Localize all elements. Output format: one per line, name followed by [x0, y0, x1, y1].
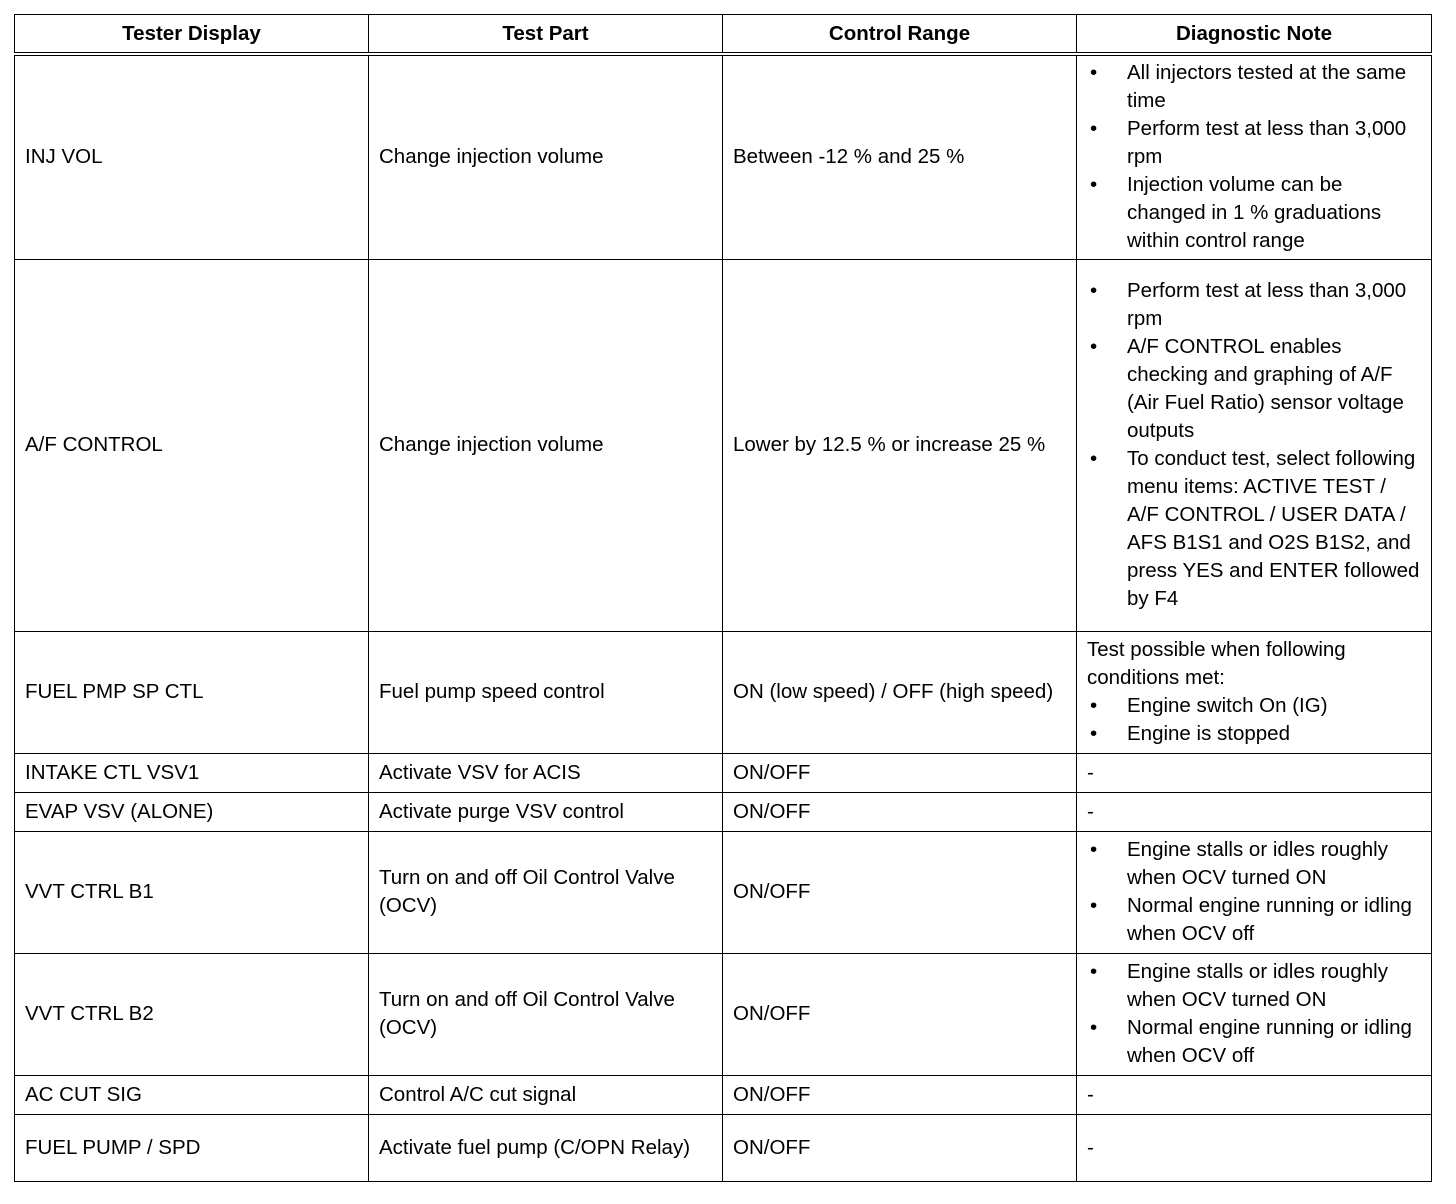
note-bullets	[1087, 836, 1421, 948]
control-range-cell: ON/OFF	[723, 831, 1077, 953]
note-bullet: • Normal engine running or idling when OCV off	[1087, 892, 1421, 948]
note-bullets	[1087, 277, 1421, 613]
note-bullet: • A/F CONTROL enables checking and graphing of A/F (Air Fuel Ratio) sensor voltage outputs	[1087, 333, 1421, 445]
tester-display-cell: FUEL PUMP / SPD	[15, 1114, 369, 1181]
note-bullet: • Engine switch On (IG)	[1087, 692, 1421, 720]
header-control-range: Control Range	[723, 15, 1077, 55]
diagnostic-note-cell	[1077, 631, 1432, 753]
table-row	[15, 953, 1432, 1075]
test-part-cell: Activate VSV for ACIS	[369, 753, 723, 792]
diagnostic-note-cell: -	[1077, 753, 1432, 792]
active-test-table	[14, 14, 1432, 1182]
header-diagnostic-note: Diagnostic Note	[1077, 15, 1432, 55]
note-bullets	[1087, 692, 1421, 748]
table-row	[15, 54, 1432, 259]
control-range-cell: ON (low speed) / OFF (high speed)	[723, 631, 1077, 753]
control-range-cell: ON/OFF	[723, 953, 1077, 1075]
test-part-cell: Turn on and off Oil Control Valve (OCV)	[369, 953, 723, 1075]
test-part-cell: Change injection volume	[369, 54, 723, 259]
table-row	[15, 259, 1432, 631]
tester-display-cell: FUEL PMP SP CTL	[15, 631, 369, 753]
control-range-cell: ON/OFF	[723, 1075, 1077, 1114]
note-bullet: • To conduct test, select following menu items: ACTIVE TEST / A/F CONTROL / USER DATA / AFS B1S1 and O2S B1S2, and press YES and ENTER followed by F4	[1087, 445, 1421, 613]
tester-display-cell: INTAKE CTL VSV1	[15, 753, 369, 792]
test-part-cell: Activate fuel pump (C/OPN Relay)	[369, 1114, 723, 1181]
test-part-cell: Turn on and off Oil Control Valve (OCV)	[369, 831, 723, 953]
test-part-cell: Activate purge VSV control	[369, 792, 723, 831]
tester-display-cell: VVT CTRL B2	[15, 953, 369, 1075]
diagnostic-note-cell	[1077, 953, 1432, 1075]
header-tester-display: Tester Display	[15, 15, 369, 55]
note-bullet: • All injectors tested at the same time	[1087, 59, 1421, 115]
tester-display-cell: EVAP VSV (ALONE)	[15, 792, 369, 831]
table-body	[15, 54, 1432, 1181]
table-row	[15, 1114, 1432, 1181]
diagnostic-note-cell	[1077, 54, 1432, 259]
note-bullet: • Normal engine running or idling when OCV off	[1087, 1014, 1421, 1070]
diagnostic-note-cell: -	[1077, 792, 1432, 831]
note-bullet: • Perform test at less than 3,000 rpm	[1087, 277, 1421, 333]
note-bullet: • Engine stalls or idles roughly when OCV turned ON	[1087, 836, 1421, 892]
diagnostic-note-cell: -	[1077, 1114, 1432, 1181]
tester-display-cell: A/F CONTROL	[15, 259, 369, 631]
note-bullet: • Perform test at less than 3,000 rpm	[1087, 115, 1421, 171]
table-row	[15, 1075, 1432, 1114]
tester-display-cell: VVT CTRL B1	[15, 831, 369, 953]
header-test-part: Test Part	[369, 15, 723, 55]
tester-display-cell: INJ VOL	[15, 54, 369, 259]
test-part-cell: Fuel pump speed control	[369, 631, 723, 753]
diagnostic-note-cell	[1077, 259, 1432, 631]
tester-display-cell: AC CUT SIG	[15, 1075, 369, 1114]
control-range-cell: ON/OFF	[723, 792, 1077, 831]
diagnostic-note-cell	[1077, 831, 1432, 953]
control-range-cell: Lower by 12.5 % or increase 25 %	[723, 259, 1077, 631]
test-part-cell: Change injection volume	[369, 259, 723, 631]
control-range-cell: ON/OFF	[723, 1114, 1077, 1181]
note-bullet: • Injection volume can be changed in 1 % graduations within control range	[1087, 171, 1421, 255]
note-bullet: • Engine is stopped	[1087, 720, 1421, 748]
table-row	[15, 753, 1432, 792]
table-row	[15, 631, 1432, 753]
header-row	[15, 15, 1432, 55]
note-bullet: • Engine stalls or idles roughly when OCV turned ON	[1087, 958, 1421, 1014]
table-row	[15, 831, 1432, 953]
note-bullets	[1087, 59, 1421, 255]
note-intro: Test possible when following conditions met:	[1087, 638, 1346, 689]
test-part-cell: Control A/C cut signal	[369, 1075, 723, 1114]
note-bullets	[1087, 958, 1421, 1070]
table-row	[15, 792, 1432, 831]
diagnostic-note-cell: -	[1077, 1075, 1432, 1114]
control-range-cell: Between -12 % and 25 %	[723, 54, 1077, 259]
control-range-cell: ON/OFF	[723, 753, 1077, 792]
